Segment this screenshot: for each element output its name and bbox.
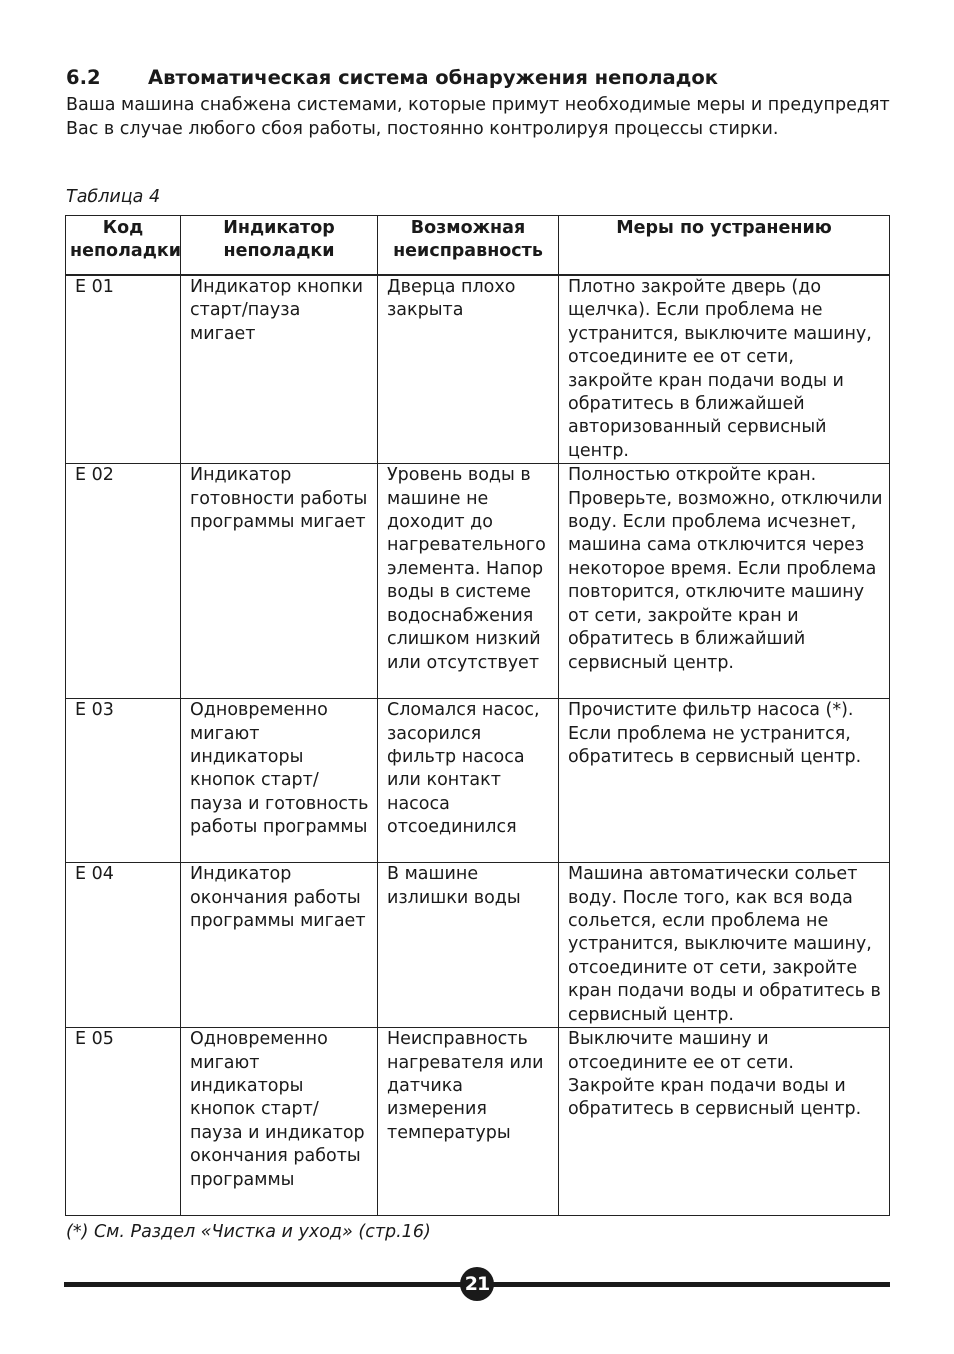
fault-code: E 01 xyxy=(66,275,181,464)
fault-indicator: Одновременно мигают индикаторы кнопок старт/пауза и индикатор окончания работы программы xyxy=(181,1028,378,1216)
fault-remedy: Полностью откройте кран. Проверьте, возможно, отключили воду. Если проблема исчезнет, машина сама отключится через некоторое время. Если проблема повторится, отключите машину от сети, закройте кран и обратитесь в ближайший сервисный центр. xyxy=(559,464,890,699)
fault-cause: Неисправность нагревателя или датчика измерения температуры xyxy=(378,1028,559,1216)
fault-indicator: Одновременно мигают индикаторы кнопок старт/пауза и готовность работы программы xyxy=(181,699,378,863)
fault-code: E 04 xyxy=(66,863,181,1028)
fault-remedy: Плотно закройте дверь (до щелчка). Если проблема не устранится, выключите машину, отсоедините ее от сети, закройте кран подачи воды и обратитесь в ближайшей авторизованный сервисный центр. xyxy=(559,275,890,464)
fault-indicator: Индикатор готовности работы программы мигает xyxy=(181,464,378,699)
header-remedy: Меры по устранению xyxy=(559,216,890,276)
intro-paragraph: Ваша машина снабжена системами, которые примут необходимые меры и предупредят Вас в случае любого сбоя работы, постоянно контролируя процессы стирки. xyxy=(66,95,890,139)
fault-remedy: Машина автоматически сольет воду. После того, как вся вода сольется, если проблема не устранится, выключите машину, отсоедините от сети, закройте кран подачи воды и обратитесь в сервисный центр. xyxy=(559,863,890,1028)
fault-table xyxy=(65,215,890,1216)
header-code: Код неполадки xyxy=(66,216,181,276)
fault-cause: Сломался насос, засорился фильтр насоса или контакт насоса отсоединился xyxy=(378,699,559,863)
fault-indicator: Индикатор окончания работы программы мигает xyxy=(181,863,378,1028)
table-header-row xyxy=(66,216,890,276)
table-footnote: (*) См. Раздел «Чистка и уход» (стр.16) xyxy=(66,1222,431,1242)
table-row xyxy=(66,275,890,464)
header-indicator: Индикатор неполадки xyxy=(181,216,378,276)
table-caption: Таблица 4 xyxy=(66,187,161,207)
section-heading xyxy=(66,66,906,89)
section-number: 6.2 xyxy=(66,66,101,89)
fault-remedy: Выключите машину и отсоедините ее от сети. Закройте кран подачи воды и обратитесь в сервисный центр. xyxy=(559,1028,890,1216)
table-row xyxy=(66,464,890,699)
fault-code: E 05 xyxy=(66,1028,181,1216)
table-row xyxy=(66,699,890,863)
table-row xyxy=(66,1028,890,1216)
fault-remedy: Прочистите фильтр насоса (*). Если проблема не устранится, обратитесь в сервисный центр. xyxy=(559,699,890,863)
fault-indicator: Индикатор кнопки старт/пауза мигает xyxy=(181,275,378,464)
fault-cause: Дверца плохо закрыта xyxy=(378,275,559,464)
page-number-badge: 21 xyxy=(460,1267,494,1301)
fault-cause: Уровень воды в машине не доходит до нагревательного элемента. Напор воды в системе водоснабжения слишком низкий или отсутствует xyxy=(378,464,559,699)
section-title: Автоматическая система обнаружения неполадок xyxy=(148,66,719,89)
table-row xyxy=(66,863,890,1028)
fault-code: E 02 xyxy=(66,464,181,699)
header-cause: Возможная неисправность xyxy=(378,216,559,276)
fault-code: E 03 xyxy=(66,699,181,863)
fault-cause: В машине излишки воды xyxy=(378,863,559,1028)
